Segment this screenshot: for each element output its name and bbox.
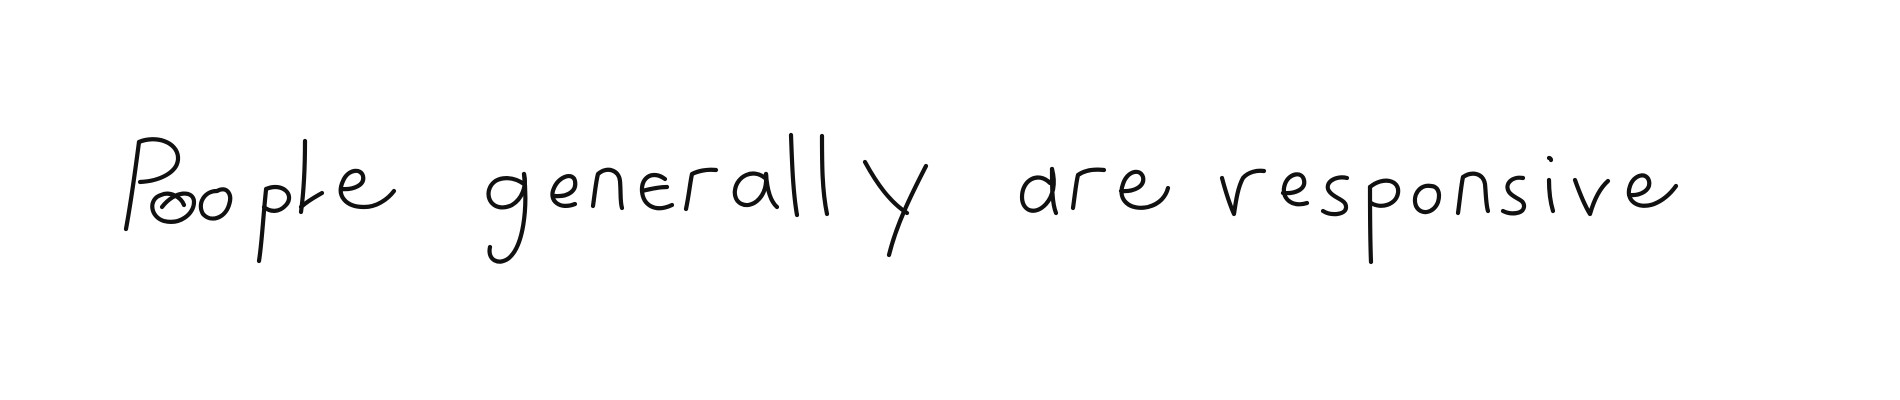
handwritten-word-are xyxy=(1022,169,1168,213)
handwritten-word-people xyxy=(126,139,394,261)
handwritten-word-responsive xyxy=(1222,158,1676,262)
handwritten-word-generally xyxy=(489,135,926,262)
